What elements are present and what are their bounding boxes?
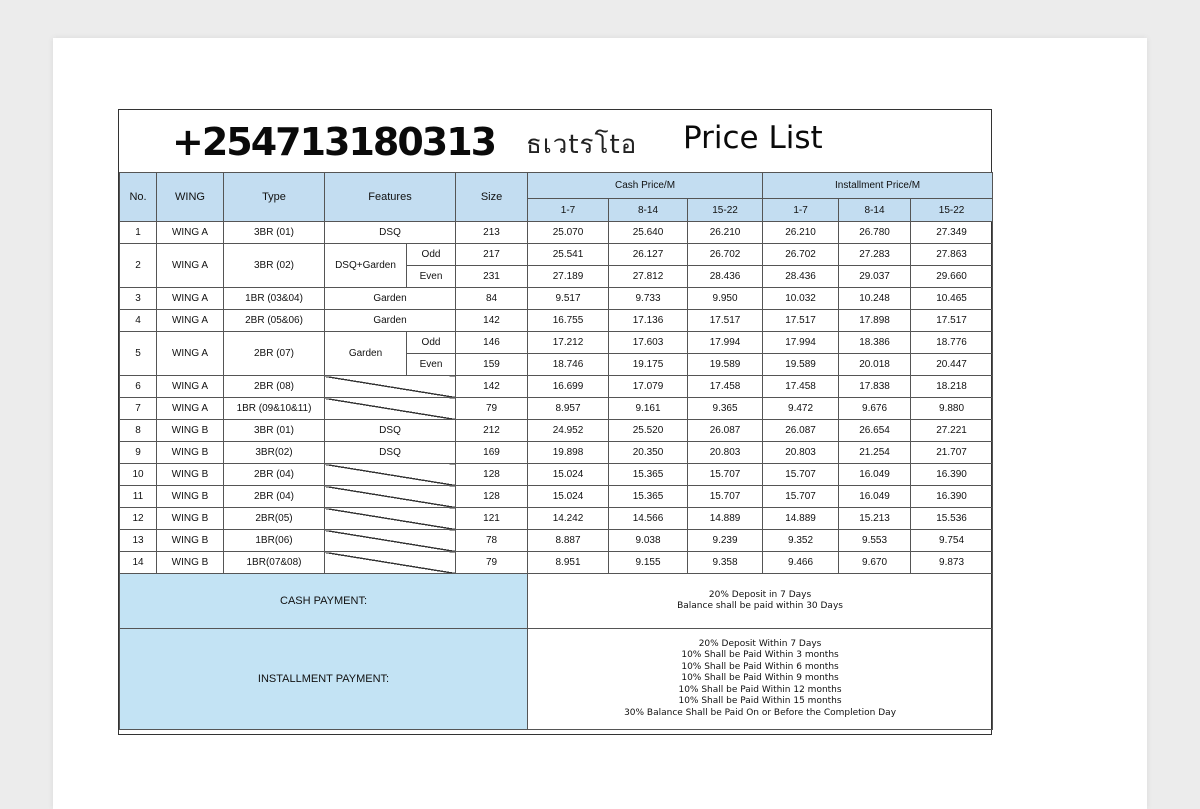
cell-price: 26.702 xyxy=(688,244,763,266)
installment-term: 20% Deposit Within 7 Days xyxy=(698,638,822,649)
cell-type: 2BR(05) xyxy=(224,508,325,530)
cell-price: 18.776 xyxy=(911,332,993,354)
cell-size: 79 xyxy=(456,398,528,420)
cell-features: DSQ xyxy=(325,420,456,442)
cell-price: 17.603 xyxy=(609,332,688,354)
cell-no: 8 xyxy=(120,420,157,442)
cell-price: 16.699 xyxy=(528,376,609,398)
table-row xyxy=(120,222,993,244)
price-list-sheet xyxy=(118,109,992,735)
cell-price: 14.566 xyxy=(609,508,688,530)
table-row xyxy=(120,244,993,266)
cell-wing: WING A xyxy=(157,376,224,398)
cell-size: 121 xyxy=(456,508,528,530)
cash-payment-row xyxy=(120,574,993,629)
cell-size: 128 xyxy=(456,464,528,486)
cell-price: 25.541 xyxy=(528,244,609,266)
cell-size: 212 xyxy=(456,420,528,442)
cell-features: DSQ xyxy=(325,442,456,464)
cell-price: 10.032 xyxy=(763,288,839,310)
table-row xyxy=(120,442,993,464)
cell-type: 1BR (03&04) xyxy=(224,288,325,310)
cell-price: 14.889 xyxy=(763,508,839,530)
cell-price: 18.746 xyxy=(528,354,609,376)
installment-payment-label: INSTALLMENT PAYMENT: xyxy=(120,629,528,730)
col-group-cash-price: Cash Price/M xyxy=(528,173,763,199)
cell-type: 2BR (05&06) xyxy=(224,310,325,332)
cell-wing: WING A xyxy=(157,222,224,244)
cell-no: 2 xyxy=(120,244,157,288)
cell-price: 8.957 xyxy=(528,398,609,420)
col-header-cash-floor-1-7: 1-7 xyxy=(528,199,609,222)
cell-size: 78 xyxy=(456,530,528,552)
cell-price: 15.024 xyxy=(528,486,609,508)
cell-no: 7 xyxy=(120,398,157,420)
cell-price: 9.472 xyxy=(763,398,839,420)
cell-price: 27.349 xyxy=(911,222,993,244)
cell-price: 27.189 xyxy=(528,266,609,288)
cell-price: 18.386 xyxy=(839,332,911,354)
cell-price: 9.352 xyxy=(763,530,839,552)
col-header-no: No. xyxy=(120,173,157,222)
cell-price: 9.754 xyxy=(911,530,993,552)
cell-price: 17.898 xyxy=(839,310,911,332)
installment-term: 10% Shall be Paid Within 3 months xyxy=(681,650,839,661)
cell-no: 13 xyxy=(120,530,157,552)
cell-features-empty xyxy=(325,398,456,420)
table-row xyxy=(120,508,993,530)
col-header-cash-floor-8-14: 8-14 xyxy=(609,199,688,222)
cell-price: 10.248 xyxy=(839,288,911,310)
cell-price: 9.950 xyxy=(688,288,763,310)
cell-type: 2BR (07) xyxy=(224,332,325,376)
cell-size: 79 xyxy=(456,552,528,574)
installment-term: 10% Shall be Paid Within 9 months xyxy=(681,673,839,684)
cell-size: 146 xyxy=(456,332,528,354)
cell-price: 25.520 xyxy=(609,420,688,442)
cell-no: 14 xyxy=(120,552,157,574)
cell-features-empty xyxy=(325,464,456,486)
installment-term: 30% Balance Shall be Paid On or Before the Completion Day xyxy=(624,707,897,718)
price-table xyxy=(119,172,993,730)
cell-features: Garden xyxy=(325,310,456,332)
cell-price: 20.803 xyxy=(688,442,763,464)
table-row xyxy=(120,376,993,398)
cell-type: 2BR (04) xyxy=(224,464,325,486)
cell-price: 9.155 xyxy=(609,552,688,574)
cell-price: 9.670 xyxy=(839,552,911,574)
cell-price: 28.436 xyxy=(688,266,763,288)
cell-wing: WING A xyxy=(157,332,224,376)
cell-price: 15.707 xyxy=(688,486,763,508)
cell-price: 8.887 xyxy=(528,530,609,552)
cell-price: 10.465 xyxy=(911,288,993,310)
cell-features: Garden xyxy=(325,288,456,310)
cell-no: 1 xyxy=(120,222,157,244)
cell-features: DSQ+Garden xyxy=(325,244,407,288)
cell-size: 84 xyxy=(456,288,528,310)
cash-payment-label: CASH PAYMENT: xyxy=(120,574,528,629)
cell-no: 11 xyxy=(120,486,157,508)
cell-type: 1BR(07&08) xyxy=(224,552,325,574)
cell-price: 15.365 xyxy=(609,486,688,508)
cell-price: 26.087 xyxy=(763,420,839,442)
cell-wing: WING A xyxy=(157,398,224,420)
cell-price: 20.447 xyxy=(911,354,993,376)
cell-price: 17.994 xyxy=(688,332,763,354)
cell-wing: WING A xyxy=(157,288,224,310)
col-header-features: Features xyxy=(325,173,456,222)
cell-price: 25.640 xyxy=(609,222,688,244)
cell-price: 9.880 xyxy=(911,398,993,420)
table-row xyxy=(120,530,993,552)
cell-wing: WING B xyxy=(157,464,224,486)
cell-price: 17.517 xyxy=(688,310,763,332)
cell-price: 19.898 xyxy=(528,442,609,464)
cell-wing: WING B xyxy=(157,420,224,442)
cell-size: 128 xyxy=(456,486,528,508)
cell-features-empty xyxy=(325,508,456,530)
installment-term: 10% Shall be Paid Within 6 months xyxy=(681,661,839,672)
col-header-size: Size xyxy=(456,173,528,222)
cell-price: 9.161 xyxy=(609,398,688,420)
cell-price: 17.517 xyxy=(911,310,993,332)
cell-price: 9.365 xyxy=(688,398,763,420)
cell-price: 26.127 xyxy=(609,244,688,266)
cell-price: 9.466 xyxy=(763,552,839,574)
cell-subtype: Odd xyxy=(407,332,456,354)
cell-price: 15.024 xyxy=(528,464,609,486)
cell-price: 8.951 xyxy=(528,552,609,574)
brand-name: ธเวtรโtอ xyxy=(526,130,638,160)
cell-price: 29.660 xyxy=(911,266,993,288)
cell-price: 9.873 xyxy=(911,552,993,574)
col-header-installment-floor-8-14: 8-14 xyxy=(839,199,911,222)
cell-wing: WING B xyxy=(157,552,224,574)
cell-price: 16.390 xyxy=(911,464,993,486)
cell-price: 9.676 xyxy=(839,398,911,420)
table-row xyxy=(120,288,993,310)
cell-price: 17.079 xyxy=(609,376,688,398)
cell-features-empty xyxy=(325,530,456,552)
cell-price: 16.755 xyxy=(528,310,609,332)
installment-term: 10% Shall be Paid Within 15 months xyxy=(678,696,842,707)
cell-price: 15.213 xyxy=(839,508,911,530)
cell-no: 5 xyxy=(120,332,157,376)
cell-features: DSQ xyxy=(325,222,456,244)
cell-wing: WING B xyxy=(157,486,224,508)
cell-price: 20.803 xyxy=(763,442,839,464)
cell-no: 3 xyxy=(120,288,157,310)
cell-price: 19.589 xyxy=(688,354,763,376)
cell-price: 14.889 xyxy=(688,508,763,530)
page-title: Price List xyxy=(683,120,823,156)
cell-price: 27.283 xyxy=(839,244,911,266)
table-row xyxy=(120,332,993,354)
cell-price: 16.049 xyxy=(839,486,911,508)
cell-size: 217 xyxy=(456,244,528,266)
cell-type: 2BR (08) xyxy=(224,376,325,398)
cell-no: 6 xyxy=(120,376,157,398)
cell-price: 9.733 xyxy=(609,288,688,310)
cell-price: 19.175 xyxy=(609,354,688,376)
cell-price: 15.707 xyxy=(688,464,763,486)
cell-price: 21.254 xyxy=(839,442,911,464)
cell-price: 17.458 xyxy=(763,376,839,398)
cell-price: 15.536 xyxy=(911,508,993,530)
installment-term: 10% Shall be Paid Within 12 months xyxy=(678,684,842,695)
cell-features-empty xyxy=(325,376,456,398)
cell-price: 16.049 xyxy=(839,464,911,486)
cell-price: 16.390 xyxy=(911,486,993,508)
installment-payment-terms xyxy=(528,629,993,730)
cell-price: 9.239 xyxy=(688,530,763,552)
cell-type: 1BR(06) xyxy=(224,530,325,552)
cell-features-empty xyxy=(325,552,456,574)
cell-type: 2BR (04) xyxy=(224,486,325,508)
cell-type: 1BR (09&10&11) xyxy=(224,398,325,420)
cell-price: 27.812 xyxy=(609,266,688,288)
cell-subtype: Even xyxy=(407,354,456,376)
cell-wing: WING B xyxy=(157,442,224,464)
cell-price: 27.863 xyxy=(911,244,993,266)
col-header-type: Type xyxy=(224,173,325,222)
cell-features-empty xyxy=(325,486,456,508)
cell-type: 3BR (01) xyxy=(224,222,325,244)
cell-no: 10 xyxy=(120,464,157,486)
sheet-header xyxy=(119,110,991,173)
col-header-cash-floor-15-22: 15-22 xyxy=(688,199,763,222)
col-header-installment-floor-1-7: 1-7 xyxy=(763,199,839,222)
cell-subtype: Odd xyxy=(407,244,456,266)
cell-type: 3BR (01) xyxy=(224,420,325,442)
cell-subtype: Even xyxy=(407,266,456,288)
col-header-wing: WING xyxy=(157,173,224,222)
cell-price: 18.218 xyxy=(911,376,993,398)
cell-price: 26.654 xyxy=(839,420,911,442)
installment-payment-row xyxy=(120,629,993,730)
cell-price: 21.707 xyxy=(911,442,993,464)
cell-no: 9 xyxy=(120,442,157,464)
cell-type: 3BR (02) xyxy=(224,244,325,288)
table-row xyxy=(120,552,993,574)
table-row xyxy=(120,310,993,332)
cell-wing: WING B xyxy=(157,508,224,530)
cell-wing: WING A xyxy=(157,244,224,288)
cell-price: 19.589 xyxy=(763,354,839,376)
cell-size: 231 xyxy=(456,266,528,288)
cell-price: 9.038 xyxy=(609,530,688,552)
cell-price: 27.221 xyxy=(911,420,993,442)
cell-price: 17.838 xyxy=(839,376,911,398)
cell-price: 26.210 xyxy=(688,222,763,244)
cell-size: 142 xyxy=(456,376,528,398)
cell-price: 29.037 xyxy=(839,266,911,288)
cell-price: 17.136 xyxy=(609,310,688,332)
cell-price: 9.553 xyxy=(839,530,911,552)
col-group-installment-price: Installment Price/M xyxy=(763,173,993,199)
table-row xyxy=(120,398,993,420)
cell-price: 20.018 xyxy=(839,354,911,376)
cell-price: 14.242 xyxy=(528,508,609,530)
cell-price: 15.365 xyxy=(609,464,688,486)
cell-price: 15.707 xyxy=(763,464,839,486)
cell-wing: WING B xyxy=(157,530,224,552)
cell-price: 26.780 xyxy=(839,222,911,244)
cash-payment-terms xyxy=(528,574,993,629)
cell-price: 9.517 xyxy=(528,288,609,310)
cell-size: 142 xyxy=(456,310,528,332)
cell-price: 17.458 xyxy=(688,376,763,398)
cell-size: 169 xyxy=(456,442,528,464)
cell-type: 3BR(02) xyxy=(224,442,325,464)
cell-price: 28.436 xyxy=(763,266,839,288)
table-row xyxy=(120,420,993,442)
table-row xyxy=(120,464,993,486)
cell-price: 9.358 xyxy=(688,552,763,574)
cell-price: 17.517 xyxy=(763,310,839,332)
cell-size: 159 xyxy=(456,354,528,376)
cell-wing: WING A xyxy=(157,310,224,332)
cell-price: 17.994 xyxy=(763,332,839,354)
cell-price: 25.070 xyxy=(528,222,609,244)
table-row xyxy=(120,486,993,508)
col-header-installment-floor-15-22: 15-22 xyxy=(911,199,993,222)
cell-price: 17.212 xyxy=(528,332,609,354)
cash-term: Balance shall be paid within 30 Days xyxy=(677,601,843,611)
cell-no: 4 xyxy=(120,310,157,332)
cash-term: 20% Deposit in 7 Days xyxy=(708,589,812,600)
cell-price: 26.702 xyxy=(763,244,839,266)
cell-price: 24.952 xyxy=(528,420,609,442)
cell-features: Garden xyxy=(325,332,407,376)
phone-number: +254713180313 xyxy=(172,120,496,164)
cell-price: 26.087 xyxy=(688,420,763,442)
cell-price: 20.350 xyxy=(609,442,688,464)
cell-no: 12 xyxy=(120,508,157,530)
cell-size: 213 xyxy=(456,222,528,244)
cell-price: 26.210 xyxy=(763,222,839,244)
cell-price: 15.707 xyxy=(763,486,839,508)
